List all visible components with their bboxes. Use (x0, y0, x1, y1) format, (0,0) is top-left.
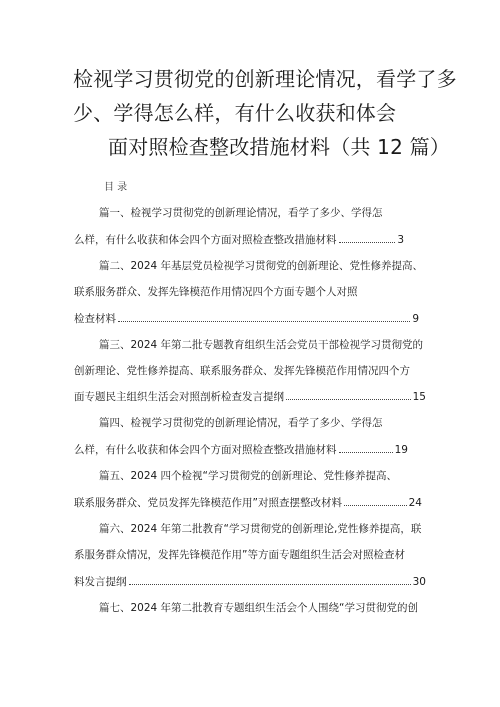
toc-heading: 目 录 (104, 182, 128, 193)
document-title-line-2: 少、学得怎么样，有什么收获和体会 (73, 101, 397, 125)
toc-entry-4-page: 19 (394, 444, 408, 456)
toc-leader-dots (339, 451, 393, 453)
toc-entry-2-leader[interactable] (74, 312, 419, 326)
toc-entry-3-last-line: 面专题民主组织生活会对照剖析检查发言提纲 (74, 391, 284, 403)
toc-entry-6-last-line: 料发言提纲 (74, 576, 127, 588)
toc-entry-6-line-1: 篇六、2024 年第二批教育“学习贯彻党的创新理论,党性修养提高，联 (99, 523, 422, 535)
toc-leader-dots (344, 504, 407, 506)
document-title-line-3: 面对照检查整改措施材料（共 12 篇） (108, 135, 450, 159)
toc-leader-dots (286, 398, 411, 400)
toc-entry-3-page: 15 (412, 391, 426, 403)
document-title-line-1: 检视学习贯彻党的创新理论情况，看学了多 (73, 67, 457, 91)
toc-entry-3-leader[interactable] (74, 390, 426, 404)
toc-entry-4-leader[interactable] (74, 443, 408, 457)
toc-entry-3-line-2: 创新理论、党性修养提高、联系服务群众、发挥先锋模范作用情况四个方 (74, 365, 410, 377)
toc-entry-7-line-1[interactable]: 篇七、2024 年第二批教育专题组织生活会个人围绕“学习贯彻党的创 (99, 602, 418, 614)
toc-entry-6-leader[interactable] (74, 575, 426, 589)
toc-entry-2-page: 9 (412, 313, 419, 325)
toc-entry-6-line-2: 系服务群众情况，发挥先锋模范作用”等方面专题组织生活会对照检查材 (74, 549, 405, 561)
toc-entry-4-last-line: 么样，有什么收获和体会四个方面对照检查整改措施材料 (74, 444, 337, 456)
toc-entry-4-line-1: 篇四、检视学习贯彻党的创新理论情况，看学了多少、学得怎 (99, 417, 383, 429)
toc-entry-1-page: 3 (397, 234, 404, 246)
toc-entry-5-last-line: 联系服务群众、党员发挥先锋模范作用”对照查摆整改材料 (74, 497, 342, 509)
toc-entry-2-last-line: 检查材料 (74, 313, 116, 325)
toc-leader-dots (339, 241, 396, 243)
toc-entry-6-page: 30 (412, 576, 426, 588)
toc-leader-dots (129, 583, 411, 585)
toc-entry-5-page: 24 (408, 497, 422, 509)
toc-entry-2-line-2: 联系服务群众、发挥先锋模范作用情况四个方面专题个人对照 (74, 286, 358, 298)
toc-entry-3-line-1: 篇三、2024 年第二批专题教育组织生活会党员干部检视学习贯彻党的 (99, 339, 424, 351)
toc-entry-1-last-line: 么样，有什么收获和体会四个方面对照检查整改措施材料 (74, 234, 337, 246)
toc-leader-dots (118, 320, 410, 322)
toc-entry-5-line-1: 篇五、2024 四个检视“学习贯彻党的创新理论、党性修养提高、 (99, 470, 397, 482)
toc-entry-5-leader[interactable] (74, 496, 422, 510)
toc-entry-1-line-1: 篇一、检视学习贯彻党的创新理论情况，看学了多少、学得怎 (99, 207, 383, 219)
toc-entry-1-leader[interactable] (74, 233, 404, 247)
toc-entry-2-line-1: 篇二、2024 年基层党员检视学习贯彻党的创新理论、党性修养提高、 (99, 260, 424, 272)
